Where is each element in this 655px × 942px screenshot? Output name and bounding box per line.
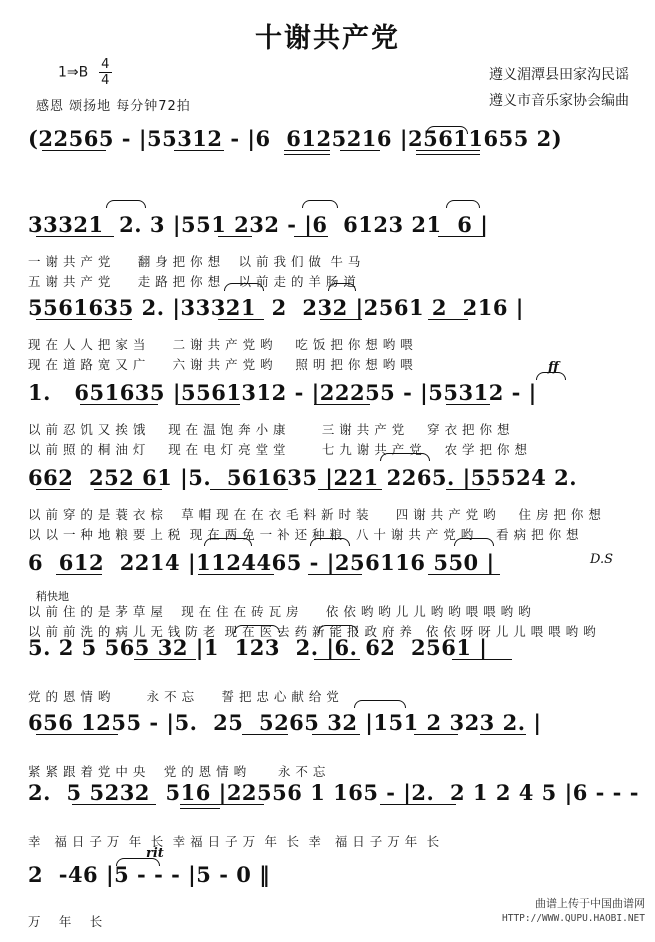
system-verse1-line4 [28, 453, 628, 545]
system-verse1-line2 [28, 283, 628, 375]
notes-refrain-line2: 656 1255 - |5. 25 5265 32 |151 2 323 2. | [28, 710, 542, 735]
ds-mark: D.S [590, 552, 613, 567]
page-title: 十谢共产党 [255, 23, 400, 54]
notes-coda: 2 -46 |5 - - - |5 - 0 ‖ [28, 862, 271, 887]
beam-row-v1l2 [28, 323, 628, 329]
footer-url: HTTP://WWW.QUPU.HAOBI.NET [502, 913, 645, 924]
system-refrain-line2 [28, 700, 628, 782]
key-signature-text: 1⇒B [58, 64, 89, 81]
system-verse1-line1 [28, 200, 628, 292]
beam-row-v1l3 [28, 408, 628, 414]
time-signature [99, 58, 112, 87]
lyrics-refrain-line2: 紧 紧 跟 着 党 中 央 党 的 恩 情 哟 永 不 忘 [28, 764, 326, 779]
notes-verse1-line2: 5561635 2. |33321 2 232 |2561 2 216 | [28, 295, 524, 320]
footer-credit [502, 896, 645, 926]
system-refrain-line1 [28, 625, 628, 707]
lyrics-verse1-line1-b: 五 谢 共 产 党 走 路 把 你 想 以 前 走 的 羊 肠 道 [28, 274, 357, 289]
lyrics-refrain-line1: 党 的 恩 情 哟 永 不 忘 誓 把 忠 心 献 给 党 [28, 689, 340, 704]
beam-row-r2 [28, 738, 628, 744]
tempo-marking: 感恩 颂扬地 每分钟72拍 [36, 99, 191, 114]
rit-marking: rit [146, 846, 164, 861]
notes-verse1-line3: 1. 651635 |5561312 - |22255 - |55312 - | [28, 380, 537, 405]
time-signature-denominator: 4 [101, 73, 110, 88]
notes-refrain-line3: 2. 5 5232 516 |22556 1 165 - |2. 2 1 2 4 5 |6 - - - [28, 780, 639, 805]
notes-verse1-line4: 662 252 61 |5. 561635 |221 2265. |55524 2. [28, 465, 578, 490]
notes-refrain-line1: 5. 2 5 565 32 |1 123 2. |6. 62 2561 | [28, 635, 488, 660]
system-refrain-line3 [28, 778, 639, 852]
lyrics-verse1-line2-b: 现 在 道 路 宽 又 广 六 谢 共 产 党 哟 照 明 把 你 想 哟 喂 [28, 357, 414, 372]
credit-arranger: 遵义市音乐家协会编曲 [489, 93, 629, 109]
time-signature-numerator: 4 [101, 57, 110, 72]
lyrics-coda: 万 年 长 [28, 914, 103, 929]
credits [489, 62, 629, 114]
lyrics-verse1-line5-b: 以 前 前 洗 的 病 儿 无 钱 防 老 现 在 医 去 药 新 能 报 政 府 养 依 依 呀 呀 儿 儿 喂 喂 哟 哟 [28, 624, 597, 639]
lyrics-verse1-line5-a: 以 前 住 的 是 茅 草 屋 现 在 住 在 砖 瓦 房 依 依 哟 哟 儿 儿 哟 哟 喂 喂 哟 哟 [28, 604, 532, 619]
beam-row-r3 [28, 808, 628, 814]
beam-row-v1l4 [28, 493, 628, 499]
notes-intro: (22565 - |55312 - |6 6125216 |25611655 2) [28, 126, 563, 151]
lyrics-verse1-line3-a: 以 前 忍 饥 又 挨 饿 现 在 温 饱 奔 小 康 三 谢 共 产 党 穿 衣 把 你 想 [28, 422, 510, 437]
beam-row-r1 [28, 663, 628, 669]
lyrics-verse1-line4-b: 以 以 一 种 地 粮 要 上 税 现 在 两 免 一 补 还 种 粮 八 十 谢 共 产 党 哟 看 病 把 你 想 [28, 527, 580, 542]
beam-row-intro [28, 154, 628, 160]
tempo-marker-faster: 稍快地 [36, 590, 69, 603]
lyrics-verse1-line4-a: 以 前 穿 的 是 蓑 衣 棕 草 帽 现 在 在 衣 毛 料 新 时 装 四 谢 共 产 党 哟 住 房 把 你 想 [28, 507, 602, 522]
system-intro [28, 124, 628, 160]
dynamic-ff: ff [548, 360, 559, 375]
lyrics-verse1-line2-a: 现 在 人 人 把 家 当 二 谢 共 产 党 哟 吃 饭 把 你 想 哟 喂 [28, 337, 414, 352]
credit-source: 遵义湄潭县田家沟民谣 [489, 67, 629, 83]
footer-site-name: 曲谱上传于中国曲谱网 [535, 897, 645, 910]
key-signature [58, 58, 112, 87]
beam-row-v1l1 [28, 240, 628, 246]
notes-verse1-line5: 6 612 2214 |1124465 - |256116 550 | [28, 550, 495, 575]
lyrics-verse1-line1-a: 一 谢 共 产 党 翻 身 把 你 想 以 前 我 们 做 牛 马 [28, 254, 361, 269]
lyrics-verse1-line3-b: 以 前 照 的 桐 油 灯 现 在 电 灯 亮 堂 堂 七 九 谢 共 产 党 农 学 把 你 想 [28, 442, 528, 457]
lyrics-refrain-line3: 幸 福 日 子 万 年 长 幸 福 日 子 万 年 长 幸 福 日 子 万 年 长 [28, 834, 440, 849]
notes-verse1-line1: 33321 2. 3 |551 232 - |6 6123 21 6 | [28, 212, 489, 237]
